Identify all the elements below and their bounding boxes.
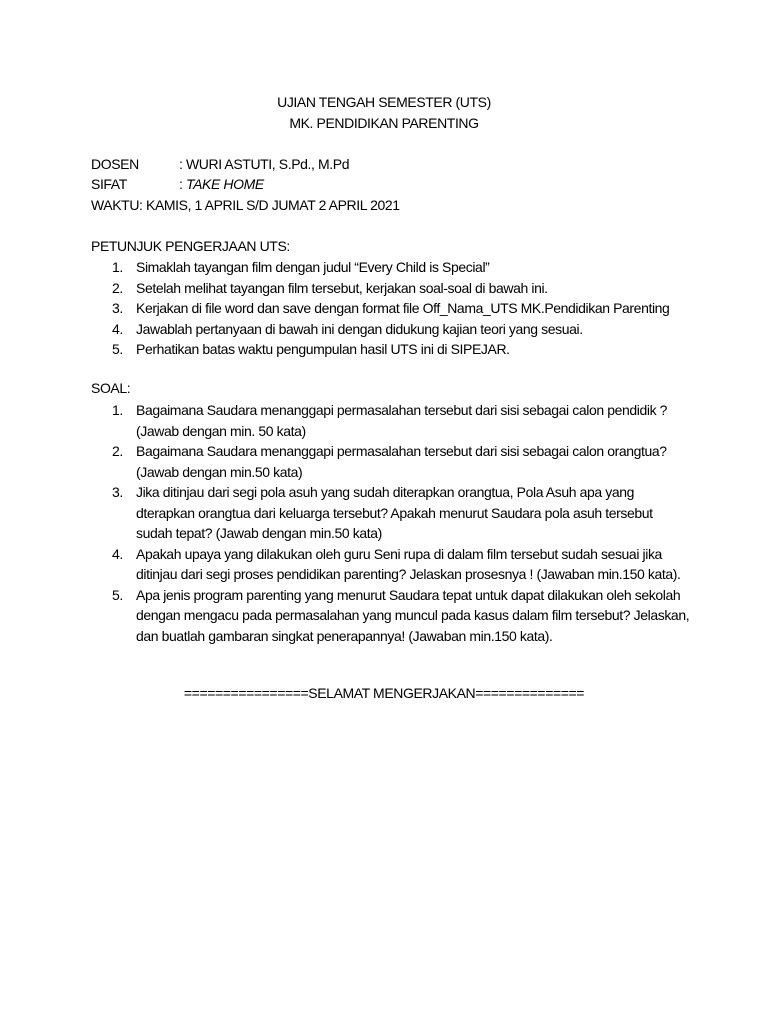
lecturer-label: DOSEN	[91, 156, 139, 172]
list-item: 1. Bagaimana Saudara menanggapi permasalahan tersebut dari sisi sebagai calon pendidik ? (Jawab dengan min. 50 kata)	[112, 402, 668, 439]
lecturer-value: : WURI ASTUTI, S.Pd., M.Pd	[179, 156, 350, 172]
nature-row	[91, 176, 264, 192]
list-item: 3. Jika ditinjau dari segi pola asuh yang sudah diterapkan orangtua, Pola Asuh apa yang dterapkan orangtua dari keluarga tersebut? Apakah menurut Saudara pola asuh tersebut sudah tepat? (Jawab dengan min.50 kata)	[112, 484, 653, 541]
nature-label: SIFAT	[91, 176, 127, 192]
list-item: 4. Apakah upaya yang dilakukan oleh guru Seni rupa di dalam film tersebut sudah sesuai jika ditinjau dari segi proses pendidikan parenting? Jelaskan prosesnya ! (Jawaban min.150 kata).	[112, 545, 681, 582]
time-row: WAKTU: KAMIS, 1 APRIL S/D JUMAT 2 APRIL 2021	[91, 197, 400, 213]
instructions-heading: PETUNJUK PENGERJAAN UTS:	[91, 238, 290, 254]
instructions-list	[91, 257, 691, 360]
lecturer-row	[91, 156, 349, 172]
exam-title: UJIAN TENGAH SEMESTER (UTS)	[277, 94, 491, 110]
questions-heading: SOAL:	[91, 380, 131, 396]
course-title: MK. PENDIDIKAN PARENTING	[289, 115, 479, 131]
questions-list	[91, 400, 691, 646]
list-item: 1. Simaklah tayangan film dengan judul “Every Child is Special”	[112, 259, 490, 275]
nature-value: TAKE HOME	[185, 176, 264, 192]
list-item: 2. Bagaimana Saudara menanggapi permasalahan tersebut dari sisi sebagai calon orangtua? (Jawab dengan min.50 kata)	[112, 443, 667, 480]
list-item: 5. Apa jenis program parenting yang menurut Saudara tepat untuk dapat dilakukan oleh sekolah dengan mengacu pada permasalahan yang muncul pada kasus dalam film tersebut? Jelaskan, dan buatlah gambaran singkat penerapannya! (Jawaban min.150 kata).	[112, 586, 690, 644]
list-item: 4. Jawablah pertanyaan di bawah ini dengan didukung kajian teori yang sesuai.	[112, 320, 583, 337]
list-item: 3. Kerjakan di file word dan save dengan format file Off_Nama_UTS MK.Pendidikan Parenting	[112, 300, 670, 316]
list-item: 2. Setelah melihat tayangan film tersebut, kerjakan soal-soal di bawah ini.	[112, 279, 548, 296]
list-item: 5. Perhatikan batas waktu pengumpulan hasil UTS ini di SIPEJAR.	[112, 341, 510, 357]
closing-line: ================SELAMAT MENGERJAKAN==============	[183, 685, 585, 701]
nature-colon: :	[179, 176, 186, 192]
